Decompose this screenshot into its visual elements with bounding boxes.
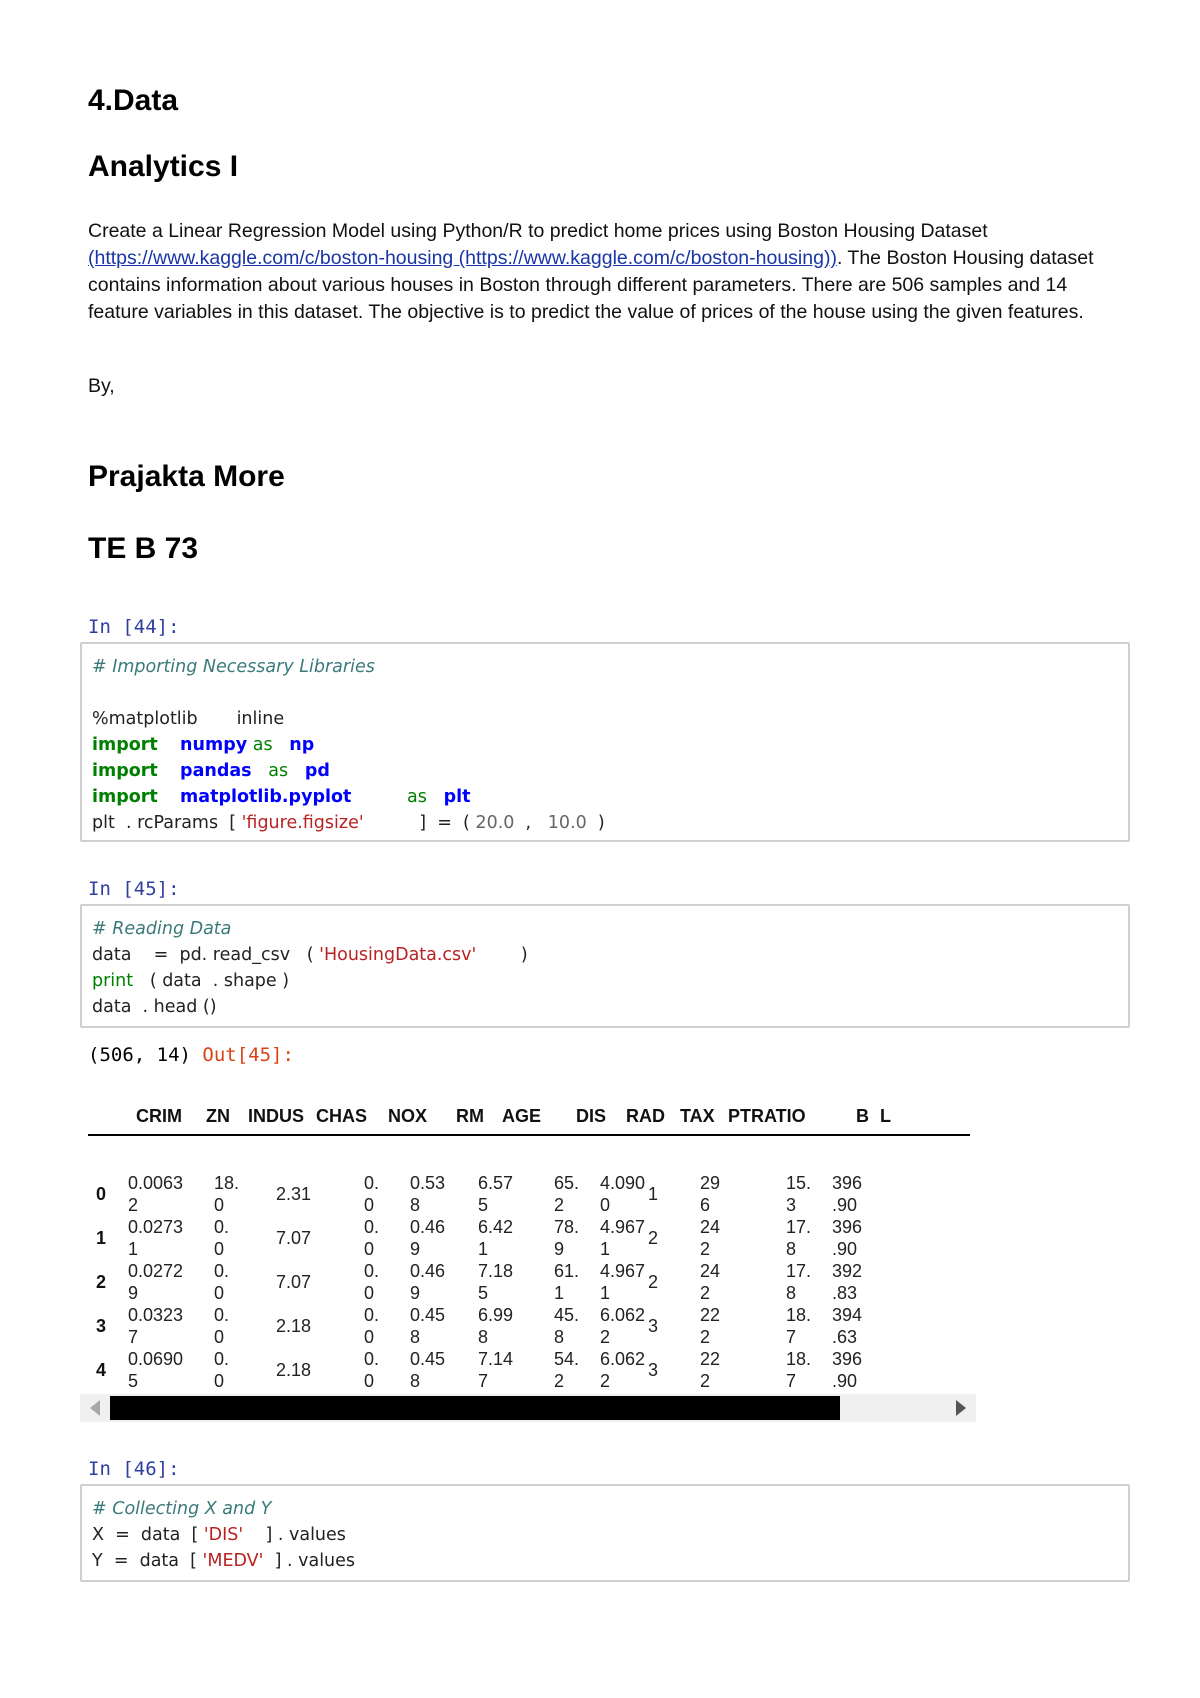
table-cell: 7.18 5 [478,1261,514,1303]
table-cell: 65. 2 [554,1173,580,1215]
title-heading: 4.Data [88,84,179,117]
code-line [92,706,1118,732]
table-cell: 78. 9 [554,1217,580,1259]
code-line [92,1522,1118,1548]
code-token [273,735,290,755]
code-line [92,1496,1118,1522]
row-index: 0 [96,1184,107,1204]
column-header: RAD [626,1106,665,1126]
code-token: np [289,735,315,755]
code-token: data = pd. read_csv ( [92,945,320,965]
roll-heading: TE B 73 [88,532,199,565]
code-token [158,735,180,755]
subtitle-heading: Analytics I [88,150,239,183]
table-cell: 4.967 1 [600,1261,646,1303]
code-token: as [252,735,273,755]
table-cell: 0.46 9 [410,1217,446,1259]
table-cell: 0. 0 [214,1305,230,1347]
code-line [92,968,1118,994]
output-prompt [88,1044,294,1066]
table-cell: 2 [648,1228,659,1248]
table-cell: 1 [648,1184,659,1204]
code-token: # Reading Data [92,919,232,939]
intro-paragraph [88,218,1118,326]
code-token: 'MEDV' [202,1551,264,1571]
code-token: ] . values [263,1551,356,1571]
table-cell: 29 6 [700,1173,721,1215]
table-cell: 17. 8 [786,1217,812,1259]
table-cell: 0. 0 [364,1173,380,1215]
intro-text-after: . The Boston Housing dataset contains information about various houses in Boston through different parameters. There are 506 samples and 14 feature variables in this dataset. The objective is to predict the value of prices of the house using the given features. [88,247,1094,323]
intro-text-before: Create a Linear Regression Model using Python/R to predict home prices using Boston Housing Dataset [88,220,988,242]
code-token [252,761,269,781]
column-header: CHAS [316,1106,368,1126]
table-cell: 0. 0 [364,1217,380,1259]
code-token: ) [586,813,605,833]
code-cell-44[interactable] [80,642,1130,842]
table-cell: 3 [648,1316,659,1336]
code-token [158,761,180,781]
code-token: import [92,761,158,781]
table-cell: 2 [648,1272,659,1292]
code-token: ] = ( [363,813,476,833]
code-line [92,784,1118,810]
dataset-link[interactable]: (https://www.kaggle.com/c/boston-housing (https://www.kaggle.com/c/boston-housing)) [88,247,837,269]
code-token [158,787,180,807]
table-cell: 61. 1 [554,1261,580,1303]
code-token: 10.0 [547,813,587,833]
table-cell: 7.07 [276,1272,312,1292]
column-header: AGE [502,1106,542,1126]
table-cell: 0. 0 [364,1305,380,1347]
code-token: pandas [180,761,252,781]
code-token: as [268,761,289,781]
code-token: X = data [ [92,1525,204,1545]
scroll-left-icon[interactable] [90,1400,100,1416]
cell-prompt-45: In [45]: [88,878,180,900]
code-token: , [514,813,548,833]
out-label: Out[45]: [202,1044,294,1066]
code-token: numpy [180,735,248,755]
table-cell: 2.18 [276,1360,312,1380]
table-cell: 0. 0 [214,1217,230,1259]
code-token: import [92,787,158,807]
code-token: print [92,971,134,991]
code-line [92,942,1118,968]
table-cell: 0.0690 5 [128,1349,184,1391]
table-row [80,1348,976,1392]
table-cell: 0. 0 [364,1261,380,1303]
table-cell: 392 .83 [832,1261,863,1303]
code-token: ) [476,945,528,965]
table-cell: 54. 2 [554,1349,580,1391]
table-cell: 7.07 [276,1228,312,1248]
column-header: ZN [206,1106,230,1126]
row-index: 3 [96,1316,107,1336]
table-cell: 0.53 8 [410,1173,446,1215]
code-token [427,787,444,807]
code-cell-46[interactable] [80,1484,1130,1582]
column-header: NOX [388,1106,428,1126]
table-cell: 2.31 [276,1184,312,1204]
row-index: 1 [96,1228,107,1248]
table-cell: 18. 7 [786,1305,812,1347]
shape-output: (506, 14) [88,1044,191,1066]
code-token: ] . values [243,1525,346,1545]
author-heading: Prajakta More [88,460,285,493]
code-line [92,758,1118,784]
code-token: ( data . shape ) [133,971,290,991]
column-header: TAX [680,1106,715,1126]
table-cell: 6.062 2 [600,1305,646,1347]
column-header: CRIM [136,1106,182,1126]
code-token: 20.0 [475,813,515,833]
code-token: Y = data [ [92,1551,203,1571]
table-cell: 6.062 2 [600,1349,646,1391]
table-cell: 45. 8 [554,1305,580,1347]
table-cell: 0. 0 [214,1349,230,1391]
cell-prompt-46: In [46]: [88,1458,180,1480]
code-token: import [92,735,158,755]
table-cell: 22 2 [700,1305,721,1347]
table-cell: 0. 0 [364,1349,380,1391]
table-cell: 396 .90 [832,1173,863,1215]
code-token [351,787,407,807]
table-cell: 4.967 1 [600,1217,646,1259]
code-line [92,1548,1118,1574]
table-cell: 18. 7 [786,1349,812,1391]
scroll-right-icon[interactable] [956,1400,966,1416]
table-cell: 6.57 5 [478,1173,514,1215]
table-cell: 0.0273 1 [128,1217,184,1259]
table-cell: 0.45 8 [410,1349,446,1391]
code-token: 'figure.figsize' [241,813,364,833]
code-line [92,810,1118,836]
code-token: matplotlib.pyplot [180,787,352,807]
table-cell: 0.45 8 [410,1305,446,1347]
table-row [80,1260,976,1304]
code-line [92,654,1118,680]
code-token: # Importing Necessary Libraries [92,657,375,677]
by-text: By, [88,375,115,397]
table-cell: 24 2 [700,1217,721,1259]
code-token [288,761,305,781]
table-cell: 396 .90 [832,1217,863,1259]
table-cell: 18. 0 [214,1173,240,1215]
row-index: 2 [96,1272,107,1292]
row-index: 4 [96,1360,107,1380]
table-row [80,1304,976,1348]
column-header: PTRATIO [728,1106,806,1126]
table-cell: 0.0323 7 [128,1305,184,1347]
code-line [92,916,1118,942]
column-header: INDUS [248,1106,305,1126]
code-token: data . head () [92,997,217,1017]
code-token: as [407,787,427,807]
table-cell: 0. 0 [214,1261,230,1303]
table-cell: 396 .90 [832,1349,863,1391]
cell-prompt-44: In [44]: [88,616,180,638]
code-line [92,680,1118,706]
table-cell: 6.42 1 [478,1217,514,1259]
scrollbar-thumb[interactable] [110,1396,840,1420]
code-cell-45[interactable] [80,904,1130,1028]
table-row [80,1172,976,1216]
column-header: DIS [576,1106,607,1126]
column-header: L [880,1106,891,1126]
column-header: B [856,1106,869,1126]
table-cell: 2.18 [276,1316,312,1336]
table-cell: 6.99 8 [478,1305,514,1347]
table-cell: 17. 8 [786,1261,812,1303]
code-token: # Collecting X and Y [92,1499,272,1519]
table-cell: 0.0272 9 [128,1261,184,1303]
table-cell: 0.46 9 [410,1261,446,1303]
table-cell: 15. 3 [786,1173,812,1215]
horizontal-scrollbar[interactable] [80,1394,976,1422]
table-cell: 24 2 [700,1261,721,1303]
code-line [92,994,1118,1020]
code-token: plt [443,787,471,807]
code-token: 'DIS' [203,1525,244,1545]
code-token: plt . rcParams [ [92,813,242,833]
table-cell: 0.0063 2 [128,1173,184,1215]
table-cell: 22 2 [700,1349,721,1391]
column-header: RM [456,1106,484,1126]
table-cell: 4.090 0 [600,1173,646,1215]
table-row [80,1216,976,1260]
code-token: %matplotlib inline [92,709,285,729]
table-cell: 394 .63 [832,1305,863,1347]
code-line [92,732,1118,758]
dataframe-output [80,1098,976,1394]
table-cell: 3 [648,1360,659,1380]
code-token: pd [304,761,330,781]
code-token: 'HousingData.csv' [319,945,477,965]
table-cell: 7.14 7 [478,1349,514,1391]
dataframe-header [88,1104,970,1136]
